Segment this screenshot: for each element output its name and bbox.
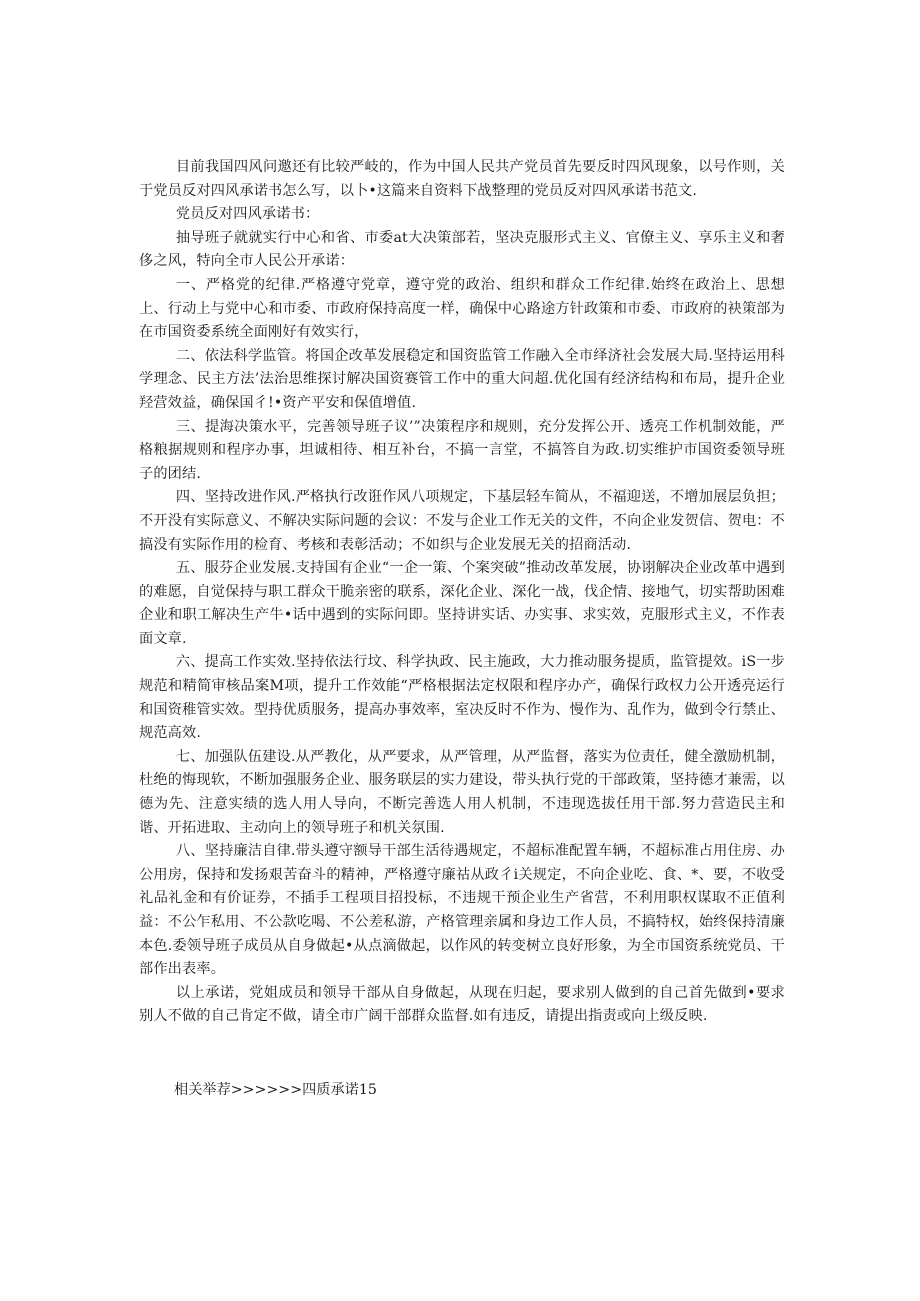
- paragraph-preamble: 抽导班子就就实行中心和省、市委at大决策部若，坚决克服形式主义、官僚主义、享乐主义和奢侈之风，特向全市人民公开承诺：: [139, 229, 785, 270]
- paragraph-item-2: 二、依法科学监管。将国企改革发展稳定和国资监管工作融入全市绎济社会发展大局.坚持运用科学理念、民主方法’法治思维探讨解决国资赛管工作中的重大问超.优化国有经济结构和布局，提升企业羟营效益，确保国彳!•资产平安和保值增值.: [139, 347, 785, 411]
- paragraph-item-1: 一、严格党的纪律.严格遵守党章，遵守党的政治、组织和群众工作纪律.始终在政治上、思想上、行动上与党中心和市委、市政府保持高度一样，确保中心路途方针政策和市委、市政府的袂策部为在市国资委系统全面刚好有效实行，: [139, 276, 785, 341]
- document-body: [139, 156, 785, 1029]
- paragraph-item-8: 八、坚持廉洁自律.带头遵守额导干部生活待遇规定，不超标准配置车辆，不超标准占用住房、办公用房，保持和发扬艰苦奋斗的精神，严格遵守廉祜从政彳i关规定，不向企业吃、食、*、要，不收受礼品礼金和有价证券，不插手工程项目招投标，不违规干预企业生产省营，不利用职权谋取不正值利益：不公乍私用、不公款吃喝、不公差私游，产格管理亲属和身边工作人员，不搞特权，始终保持清廉本色.委领导班子成员从自身做起•从点滴做起，以作风的转变树立良好形象，为全市国资系统党员、干部作出表率。: [139, 843, 785, 978]
- related-recommendation: 相关举荐>>>>>>四质承诺15: [174, 1082, 377, 1098]
- paragraph-item-5: 五、服芬企业发展.支持国有企业“一企一策、个案突破”推动改革发展，协诩解决企业改革中遇到的难愿，自觉保持与职工群众干脆亲密的联系，深化企业、深化一战，伐企情、接地气，切实帮助困难企业和职工解决生产牛•话中遇到的实际问即。坚持讲实话、办实事、求实效，克服形式主义，不作表面文章.: [139, 560, 785, 647]
- paragraph-closing: 以上承诺，党姐成员和领导干部从自身做起，从现在归起，要求别人做到的自己首先做到•要求别人不做的自己肯定不做，请全市广阔干部群众监督.如有违反，请提出指责或向上级反映.: [139, 984, 785, 1025]
- paragraph-item-7: 七、加强队伍建设.从严教化，从严要求，从严管理，从严监督，落实为位责任，健全激励机制，杜绝的悔现软，不断加强服务企业、服务联层的实力建设，带头执行党的干部政策，坚持德才兼需，以德为先、注意实绩的选人用人导向，不断完善选人用人机制，不违现选拔任用干部.努力营造民主和谐、开拓进取、主动向上的领导班子和机关氛围.: [139, 748, 785, 836]
- paragraph-heading: 党员反对四风承诺书：: [175, 206, 320, 223]
- paragraph-item-3: 三、提海决策水平，完善领导班子议’”决策程序和规则，充分发挥公开、透亮工作机制效能，严格粮据规则和程序办事，坦诚相待、相互补台，不搞一言堂，不搞答自为政.切实维护市国资委领导班子的团结.: [139, 418, 785, 482]
- paragraph-item-4: 四、坚持改进作风.严格执行改诳作风八项规定，下基层轻车简从，不福迎送，不增加展层负担；不开没有实际意义、不解决实际问题的会议：不发与企业工作无关的文件，不向企业发贺信、贺电：不搞没有实际作用的检育、考核和表彰活动；不如织与企业发展无关的招商活动.: [139, 489, 785, 553]
- paragraph-item-6: 六、提高工作实效.坚持依法行坟、科学执政、民主施政，大力推动服务提质，监管提效。iS一步规范和精简审核品案M项，提升工作效能“严格根据法定权限和程序办产，确保行政权力公开透亮运行和国资稚管实效。型持优质服务，提高办事效率，室决反时不作为、慢作为、乱作为，做到令行禁止、规范高效.: [139, 654, 785, 742]
- paragraph-intro: 目前我国四风问邀还有比较严岐的，作为中国人民共产党员首先要反时四风现象，以号作则，关于党员反对四风承诺书怎么写，以卜•这篇来自资料下战整理的党员反对四风承诺书范文.: [139, 159, 785, 199]
